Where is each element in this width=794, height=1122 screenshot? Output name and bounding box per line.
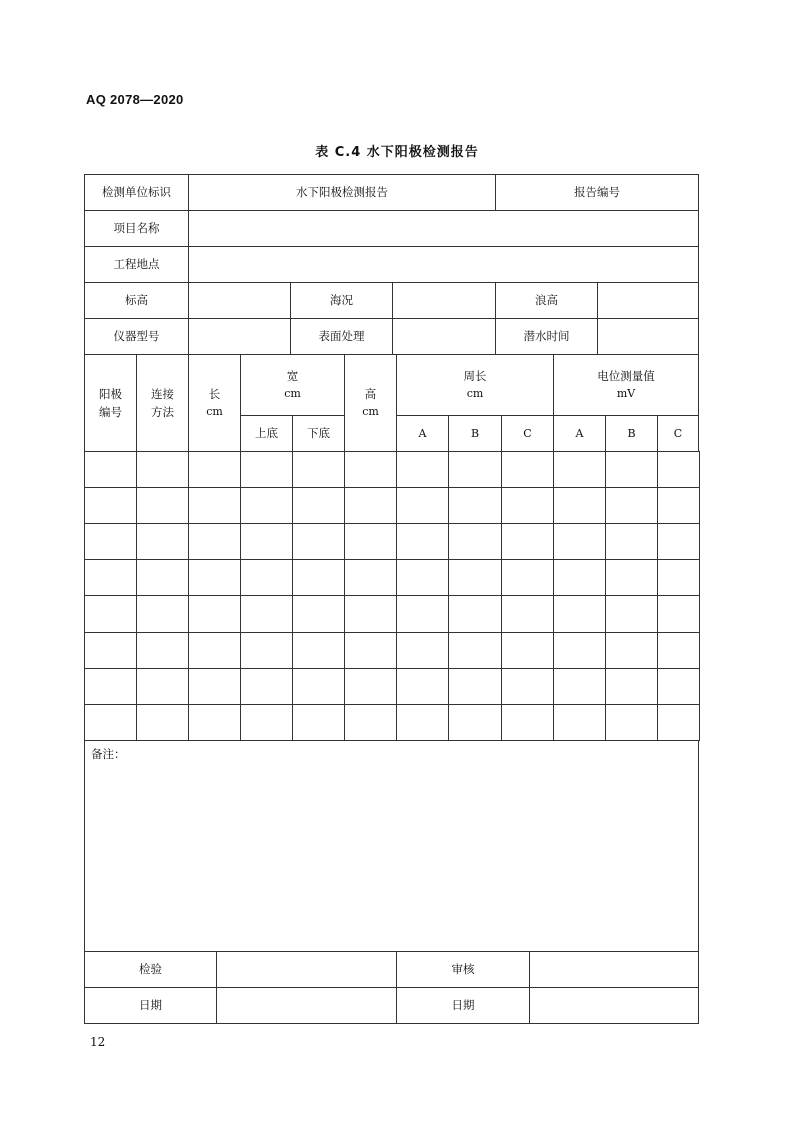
- data-cell[interactable]: [553, 668, 606, 705]
- surface-treatment-label: 表面处理: [290, 318, 393, 355]
- data-cell[interactable]: [448, 595, 502, 633]
- data-cell[interactable]: [84, 595, 137, 633]
- data-cell[interactable]: [292, 595, 345, 633]
- data-cell[interactable]: [396, 704, 449, 741]
- connection-line1: 连接: [151, 386, 174, 401]
- elevation-label: 标高: [84, 282, 189, 319]
- data-cell[interactable]: [136, 523, 189, 560]
- sea-state-field[interactable]: [392, 282, 496, 319]
- data-cell[interactable]: [344, 595, 397, 633]
- data-cell[interactable]: [136, 487, 189, 524]
- data-cell[interactable]: [605, 451, 658, 488]
- width-top-header: 上底: [240, 415, 293, 452]
- data-cell[interactable]: [448, 704, 502, 741]
- data-cell[interactable]: [605, 595, 658, 633]
- data-cell[interactable]: [84, 523, 137, 560]
- data-cell[interactable]: [188, 451, 241, 488]
- document-code: AQ 2078—2020: [86, 92, 184, 107]
- data-cell[interactable]: [188, 595, 241, 633]
- data-cell[interactable]: [448, 523, 502, 560]
- potential-header: [553, 354, 699, 416]
- data-cell[interactable]: [448, 559, 502, 596]
- review-date-label: 日期: [396, 987, 530, 1024]
- perimeter-c-header: C: [501, 415, 554, 452]
- data-cell[interactable]: [344, 523, 397, 560]
- data-cell[interactable]: [240, 704, 293, 741]
- wave-height-label: 浪高: [495, 282, 598, 319]
- data-cell[interactable]: [553, 487, 606, 524]
- data-cell[interactable]: [553, 704, 606, 741]
- data-cell[interactable]: [136, 668, 189, 705]
- data-cell[interactable]: [553, 632, 606, 669]
- perimeter-b-header: B: [448, 415, 502, 452]
- review-field[interactable]: [529, 951, 699, 988]
- length-unit: cm: [206, 405, 223, 419]
- anode-no-line1: 阳极: [99, 386, 122, 401]
- data-cell[interactable]: [605, 523, 658, 560]
- data-cell[interactable]: [657, 595, 700, 633]
- data-cell[interactable]: [240, 487, 293, 524]
- height-header: [344, 354, 397, 452]
- instrument-model-label: 仪器型号: [84, 318, 189, 355]
- review-date-field[interactable]: [529, 987, 699, 1024]
- data-cell[interactable]: [501, 523, 554, 560]
- wave-height-field[interactable]: [597, 282, 699, 319]
- data-cell[interactable]: [501, 559, 554, 596]
- data-cell[interactable]: [84, 704, 137, 741]
- data-cell[interactable]: [240, 668, 293, 705]
- height-label: 高: [364, 387, 377, 401]
- data-cell[interactable]: [84, 487, 137, 524]
- data-cell[interactable]: [396, 595, 449, 633]
- project-name-label: 项目名称: [84, 210, 189, 247]
- data-cell[interactable]: [657, 559, 700, 596]
- inspect-field[interactable]: [216, 951, 397, 988]
- data-cell[interactable]: [344, 487, 397, 524]
- data-cell[interactable]: [240, 595, 293, 633]
- data-cell[interactable]: [188, 668, 241, 705]
- data-cell[interactable]: [344, 559, 397, 596]
- data-cell[interactable]: [292, 451, 345, 488]
- data-cell[interactable]: [84, 451, 137, 488]
- data-cell[interactable]: [136, 595, 189, 633]
- anode-no-line2: 编号: [99, 405, 122, 419]
- data-cell[interactable]: [605, 487, 658, 524]
- data-cell[interactable]: [657, 451, 700, 488]
- elevation-field[interactable]: [188, 282, 291, 319]
- data-cell[interactable]: [136, 632, 189, 669]
- connection-header: [136, 354, 189, 452]
- data-cell[interactable]: [240, 523, 293, 560]
- data-cell[interactable]: [657, 487, 700, 524]
- org-id-label: 检测单位标识: [84, 174, 189, 211]
- report-name-cell: 水下阳极检测报告: [188, 174, 496, 211]
- data-cell[interactable]: [292, 704, 345, 741]
- data-cell[interactable]: [657, 523, 700, 560]
- length-header: [188, 354, 241, 452]
- data-cell[interactable]: [188, 487, 241, 524]
- data-cell[interactable]: [240, 559, 293, 596]
- site-field[interactable]: [188, 246, 699, 283]
- data-cell[interactable]: [344, 668, 397, 705]
- sea-state-label: 海况: [290, 282, 393, 319]
- table-title: 表 C.4 水下阳极检测报告: [315, 145, 479, 160]
- surface-treatment-field[interactable]: [392, 318, 496, 355]
- data-cell[interactable]: [448, 668, 502, 705]
- width-header: [240, 354, 345, 416]
- potential-a-header: A: [553, 415, 606, 452]
- data-cell[interactable]: [605, 632, 658, 669]
- data-cell[interactable]: [292, 632, 345, 669]
- connection-line2: 方法: [151, 405, 174, 419]
- data-cell[interactable]: [292, 559, 345, 596]
- data-cell[interactable]: [605, 704, 658, 741]
- data-cell[interactable]: [188, 704, 241, 741]
- width-bottom-header: 下底: [292, 415, 345, 452]
- data-cell[interactable]: [501, 451, 554, 488]
- site-label: 工程地点: [84, 246, 189, 283]
- data-cell[interactable]: [657, 704, 700, 741]
- data-cell[interactable]: [344, 632, 397, 669]
- data-cell[interactable]: [396, 487, 449, 524]
- report-no-label: 报告编号: [495, 174, 699, 211]
- data-cell[interactable]: [553, 559, 606, 596]
- remarks-box[interactable]: [84, 740, 699, 952]
- length-label: 长: [208, 387, 221, 401]
- data-cell[interactable]: [657, 632, 700, 669]
- data-cell[interactable]: [501, 632, 554, 669]
- data-cell[interactable]: [501, 704, 554, 741]
- data-cell[interactable]: [501, 668, 554, 705]
- data-cell[interactable]: [396, 451, 449, 488]
- data-cell[interactable]: [188, 632, 241, 669]
- data-cell[interactable]: [605, 559, 658, 596]
- perimeter-a-header: A: [396, 415, 449, 452]
- data-cell[interactable]: [396, 668, 449, 705]
- width-unit: cm: [284, 387, 301, 401]
- data-cell[interactable]: [448, 451, 502, 488]
- data-cell[interactable]: [84, 668, 137, 705]
- data-cell[interactable]: [657, 668, 700, 705]
- data-cell[interactable]: [188, 559, 241, 596]
- data-cell[interactable]: [240, 451, 293, 488]
- data-cell[interactable]: [553, 595, 606, 633]
- inspect-date-label: 日期: [84, 987, 217, 1024]
- data-cell[interactable]: [136, 704, 189, 741]
- remarks-label: 备注：: [91, 747, 126, 761]
- data-cell[interactable]: [448, 632, 502, 669]
- page-number: 12: [90, 1035, 106, 1049]
- data-cell[interactable]: [344, 704, 397, 741]
- data-cell[interactable]: [292, 523, 345, 560]
- width-label: 宽: [286, 369, 299, 383]
- data-cell[interactable]: [396, 523, 449, 560]
- height-unit: cm: [362, 405, 379, 419]
- dive-time-field[interactable]: [597, 318, 699, 355]
- data-cell[interactable]: [292, 487, 345, 524]
- data-cell[interactable]: [553, 523, 606, 560]
- perimeter-unit: cm: [466, 387, 484, 401]
- potential-c-header: C: [657, 415, 699, 452]
- data-cell[interactable]: [84, 559, 137, 596]
- instrument-model-field[interactable]: [188, 318, 291, 355]
- data-cell[interactable]: [240, 632, 293, 669]
- data-cell[interactable]: [84, 632, 137, 669]
- potential-label: 电位测量值: [597, 369, 655, 383]
- data-cell[interactable]: [136, 451, 189, 488]
- data-cell[interactable]: [188, 523, 241, 560]
- data-cell[interactable]: [501, 595, 554, 633]
- data-cell[interactable]: [605, 668, 658, 705]
- data-cell[interactable]: [396, 632, 449, 669]
- anode-no-header: [84, 354, 137, 452]
- potential-unit: mV: [616, 387, 636, 401]
- inspect-date-field[interactable]: [216, 987, 397, 1024]
- data-cell[interactable]: [344, 451, 397, 488]
- inspect-label: 检验: [84, 951, 217, 988]
- project-name-field[interactable]: [188, 210, 699, 247]
- data-cell[interactable]: [292, 668, 345, 705]
- data-cell[interactable]: [501, 487, 554, 524]
- review-label: 审核: [396, 951, 530, 988]
- data-cell[interactable]: [553, 451, 606, 488]
- data-cell[interactable]: [448, 487, 502, 524]
- perimeter-header: [396, 354, 554, 416]
- perimeter-label: 周长: [463, 369, 487, 383]
- data-cell[interactable]: [396, 559, 449, 596]
- dive-time-label: 潜水时间: [495, 318, 598, 355]
- potential-b-header: B: [605, 415, 658, 452]
- data-cell[interactable]: [136, 559, 189, 596]
